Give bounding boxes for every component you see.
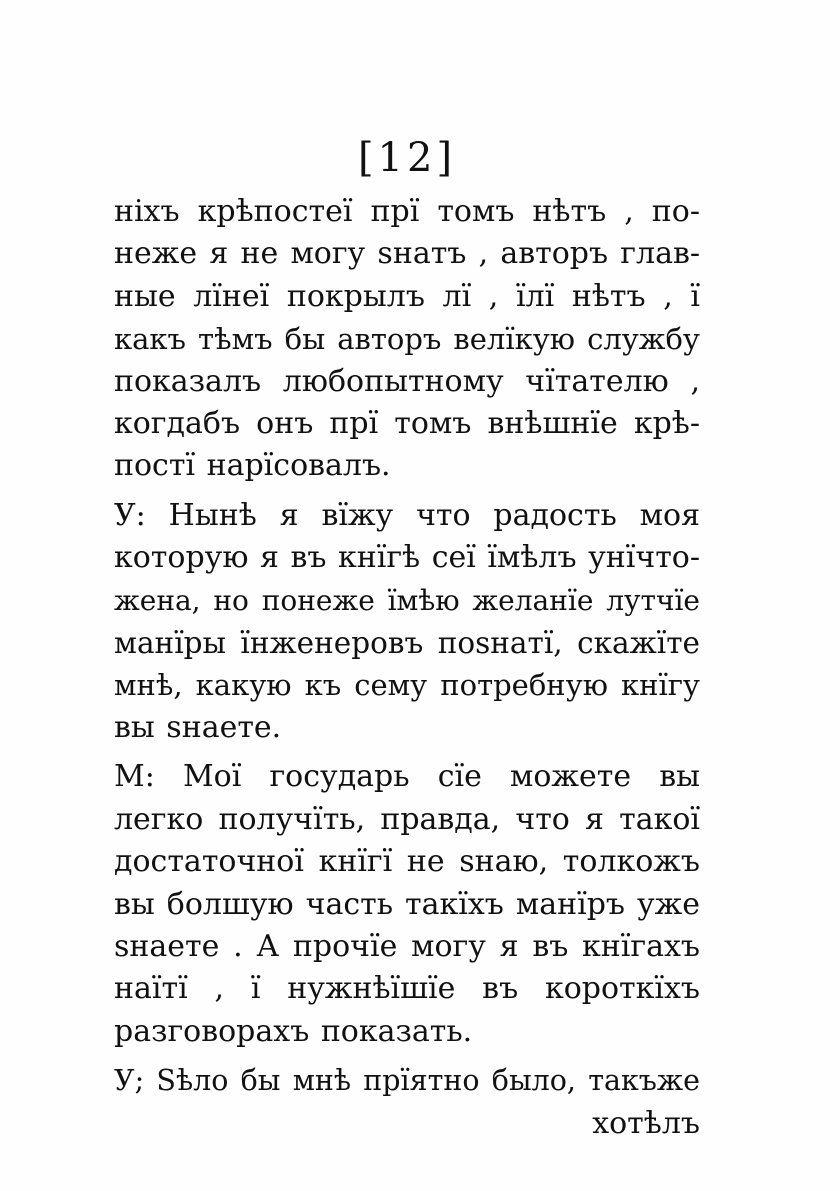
text-line: жена, но понеже їмѣю желанїе лутчїе — [114, 583, 700, 617]
text-line: У; Ѕѣло бы мнѣ прїятно было, такъже — [114, 1064, 700, 1098]
text-line: показалъ любопытному чїтателю , — [114, 363, 700, 399]
text-line: мнѣ, какую къ сему потребную кнїгу — [114, 668, 700, 703]
text-line: М: Моï государь сїе можете вы — [114, 759, 700, 795]
text-line: манїры їнженеровъ поѕнатї, скажїте — [114, 626, 700, 661]
text-line: ные лїнеї покрылъ лї , їлї нѣтъ , ї — [114, 278, 700, 314]
text-line: достаточної кнїгї не ѕнаю, толкожъ — [114, 844, 700, 880]
text-line: ніхъ крѣпостеї прї томъ нѣтъ , по- — [114, 194, 700, 229]
text-line: наїтї , ї нужнѣїшїе въ короткїхъ — [114, 971, 700, 1007]
page-number: [12] — [357, 135, 457, 181]
text-line: которую я въ кнїгѣ сеї їмѣлъ унїчто- — [114, 540, 700, 576]
text-line: легко получїть, правда, что я такої — [114, 801, 700, 837]
catchword: хотѣлъ — [592, 1105, 700, 1141]
text-line: постї нарїсовалъ. — [114, 448, 391, 484]
paragraph-4 — [114, 1060, 700, 1145]
text-line: какъ тѣмъ бы авторъ велїкую службу — [114, 322, 700, 357]
paragraph-2 — [114, 495, 700, 749]
text-line: вы ѕнаете. — [114, 709, 282, 745]
text-block — [114, 132, 700, 1145]
text-line: когдабъ онъ прї томъ внѣшнїе крѣ- — [114, 406, 700, 442]
text-line: вы болшую часть такїхъ манїръ уже — [114, 886, 700, 922]
text-line: неже я не могу ѕнатъ , авторъ глав- — [114, 236, 700, 272]
text-line: У: Нынѣ я вїжу что радость моя — [114, 497, 700, 533]
paragraph-3 — [114, 756, 700, 1053]
paragraph-1 — [114, 191, 700, 488]
text-line: разговорахъ показать. — [114, 1013, 473, 1049]
text-line: ѕнаете . А прочїе могу я въ кнїгахъ — [114, 928, 700, 964]
